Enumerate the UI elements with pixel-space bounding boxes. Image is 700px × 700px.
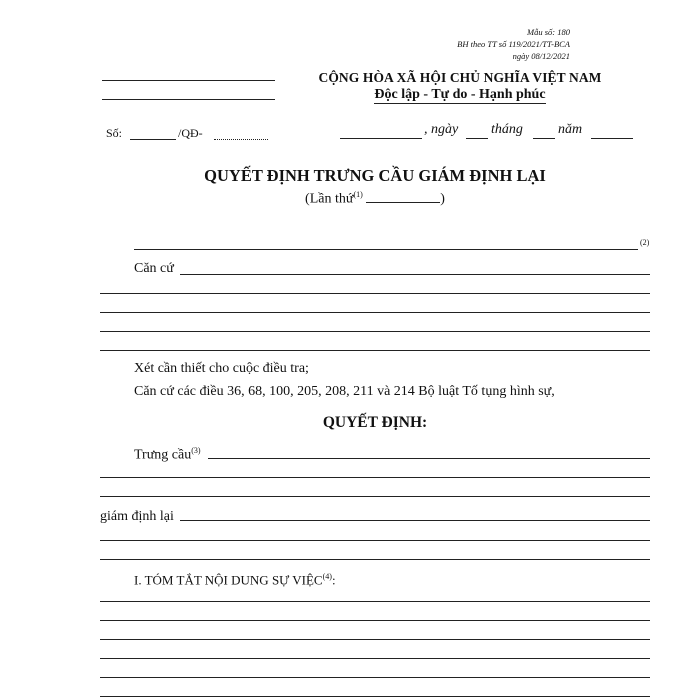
trung-cau-line-3[interactable] bbox=[100, 496, 650, 497]
decision-heading: QUYẾT ĐỊNH: bbox=[322, 414, 428, 431]
can-cu-line-5[interactable] bbox=[100, 350, 650, 351]
section-one-colon: : bbox=[331, 572, 336, 588]
summary-line-5[interactable] bbox=[100, 677, 650, 678]
can-cu-dieu: Căn cứ các điều 36, 68, 100, 205, 208, 211 và 214 Bộ luật Tố tụng hình sự, bbox=[134, 384, 555, 399]
subtitle-open: (Lần thứ bbox=[305, 191, 354, 207]
ngay-label: , ngày bbox=[424, 122, 459, 137]
authority-line[interactable] bbox=[134, 249, 638, 250]
place-blank[interactable] bbox=[340, 138, 422, 139]
reference-number bbox=[106, 126, 203, 141]
giam-dinh-lai-line-3[interactable] bbox=[100, 559, 650, 560]
summary-line-4[interactable] bbox=[100, 658, 650, 659]
form-number-line3: ngày 08/12/2021 bbox=[512, 51, 570, 61]
summary-line-1[interactable] bbox=[100, 601, 650, 602]
trung-cau bbox=[134, 446, 201, 464]
subtitle-note: (1) bbox=[353, 190, 363, 199]
nation-title: CỘNG HÒA XÃ HỘI CHỦ NGHĨA VIỆT NAM bbox=[318, 70, 602, 85]
year-blank[interactable] bbox=[591, 138, 633, 139]
section-one-note: (4) bbox=[322, 572, 332, 581]
trung-cau-line-2[interactable] bbox=[100, 477, 650, 478]
thang-label: tháng bbox=[491, 122, 523, 137]
note-2: (2) bbox=[640, 238, 650, 247]
trung-cau-label: Trưng cầu bbox=[134, 447, 192, 463]
document-subtitle bbox=[0, 190, 700, 208]
subtitle-close: ) bbox=[440, 191, 445, 207]
summary-line-6[interactable] bbox=[100, 696, 650, 697]
giam-dinh-lai-line-1[interactable] bbox=[180, 520, 650, 521]
can-cu-line-1[interactable] bbox=[180, 274, 650, 275]
thang-text bbox=[491, 122, 523, 138]
subtitle-blank[interactable] bbox=[366, 201, 440, 203]
document-title: QUYẾT ĐỊNH TRƯNG CẦU GIÁM ĐỊNH LẠI bbox=[204, 166, 546, 185]
form-number-line2: BH theo TT số 119/2021/TT-BCA bbox=[457, 39, 570, 49]
can-cu-label: Căn cứ bbox=[134, 261, 174, 276]
giam-dinh-lai-line-2[interactable] bbox=[100, 540, 650, 541]
section-one-heading bbox=[134, 572, 336, 588]
date-line bbox=[424, 122, 458, 138]
nam-text bbox=[558, 122, 582, 138]
nam-label: năm bbox=[558, 122, 583, 137]
motto bbox=[300, 87, 620, 103]
can-cu-line-3[interactable] bbox=[100, 312, 650, 313]
so-blank[interactable] bbox=[130, 139, 176, 140]
giam-dinh-lai-label: giám định lại bbox=[100, 509, 174, 524]
xet-can-thiet: Xét cần thiết cho cuộc điều tra; bbox=[134, 361, 309, 376]
month-blank[interactable] bbox=[533, 138, 555, 139]
day-blank[interactable] bbox=[466, 138, 488, 139]
motto-text: Độc lập - Tự do - Hạnh phúc bbox=[374, 87, 546, 102]
trung-cau-line-1[interactable] bbox=[208, 458, 650, 459]
summary-line-2[interactable] bbox=[100, 620, 650, 621]
qd-blank[interactable] bbox=[214, 139, 268, 140]
trung-cau-note: (3) bbox=[191, 446, 201, 455]
agency-line-2[interactable] bbox=[102, 99, 275, 100]
agency-line-1[interactable] bbox=[102, 80, 275, 81]
qd-label: /QĐ- bbox=[178, 126, 203, 140]
form-number bbox=[410, 26, 570, 62]
can-cu-line-2[interactable] bbox=[100, 293, 650, 294]
section-one-label: I. TÓM TẮT NỘI DUNG SỰ VIỆC bbox=[134, 572, 323, 588]
so-label: Số: bbox=[106, 126, 123, 140]
summary-line-3[interactable] bbox=[100, 639, 650, 640]
form-number-line1: Mẫu số: 180 bbox=[527, 27, 570, 37]
can-cu-line-4[interactable] bbox=[100, 331, 650, 332]
